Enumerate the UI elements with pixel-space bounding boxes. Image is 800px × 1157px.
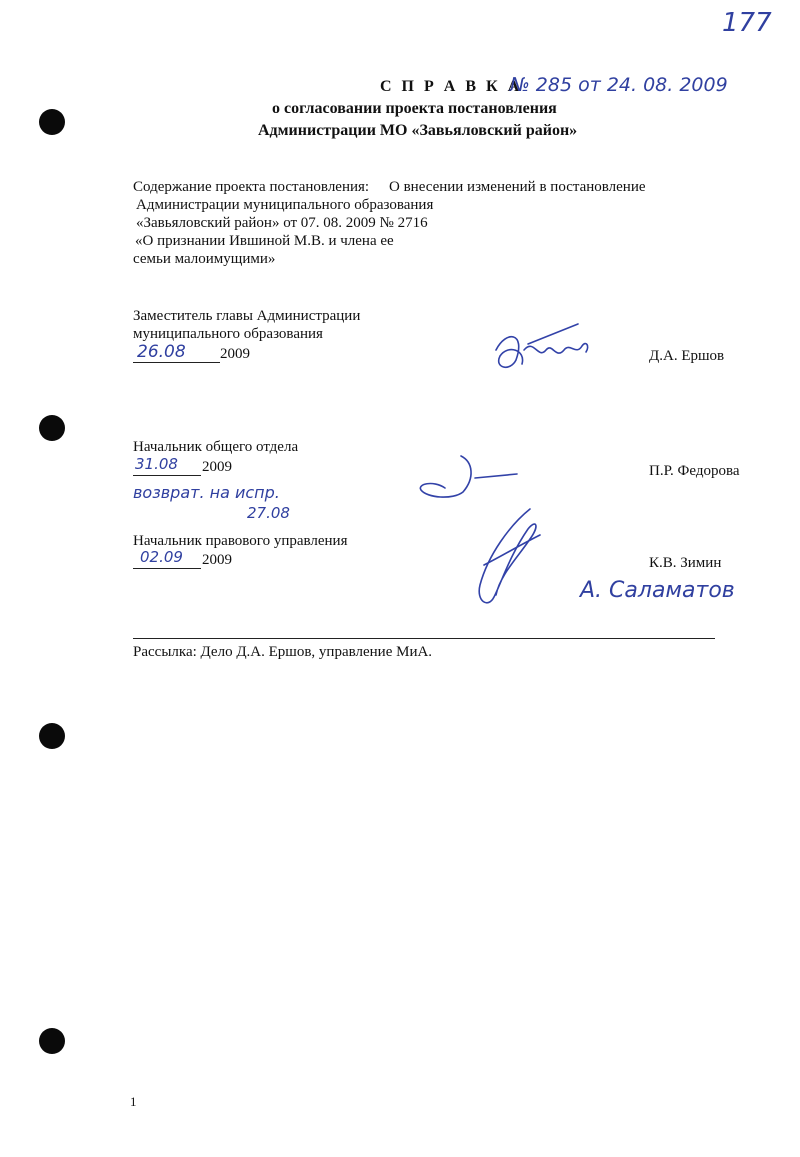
signature-fedorova bbox=[415, 448, 525, 503]
punch-hole bbox=[39, 109, 65, 135]
date-underline bbox=[133, 475, 201, 476]
approver-name: К.В. Зимин bbox=[649, 555, 722, 571]
return-note-handwritten: возврат. на испр. bbox=[133, 483, 280, 502]
content-line2: Администрации муниципального образования bbox=[136, 197, 434, 213]
footer-mark: 1 bbox=[130, 1094, 137, 1109]
registration-number-handwritten: № 285 от 24. 08. 2009 bbox=[510, 74, 728, 96]
date-underline bbox=[133, 362, 220, 363]
content-line1: О внесении изменений в постановление bbox=[389, 179, 646, 195]
punch-hole bbox=[39, 723, 65, 749]
content-line4: «О признании Ившиной М.В. и члена ее bbox=[135, 233, 394, 249]
document-subtitle-line1: о согласовании проекта постановления bbox=[272, 100, 557, 117]
punch-hole bbox=[39, 415, 65, 441]
document-subtitle-line2: Администрации МО «Завьяловский район» bbox=[258, 122, 578, 139]
approval-year: 2009 bbox=[220, 346, 250, 362]
approval-date-handwritten: 26.08 bbox=[137, 342, 186, 362]
return-note-date-handwritten: 27.08 bbox=[247, 504, 290, 522]
document-title: С П Р А В К А bbox=[380, 78, 523, 95]
date-underline bbox=[133, 568, 201, 569]
extra-signature-handwritten: А. Саламатов bbox=[580, 578, 735, 603]
approver-name: Д.А. Ершов bbox=[649, 348, 725, 364]
approval-date-handwritten: 31.08 bbox=[135, 455, 178, 473]
approver-name: П.Р. Федорова bbox=[649, 463, 740, 479]
content-line3: «Завьяловский район» от 07. 08. 2009 № 2716 bbox=[136, 215, 428, 231]
approval-year: 2009 bbox=[202, 552, 232, 568]
approval-date-handwritten: 02.09 bbox=[140, 548, 183, 566]
distribution-separator bbox=[133, 638, 715, 639]
punch-hole bbox=[39, 1028, 65, 1054]
approver-position: Начальник правового управления bbox=[133, 533, 348, 549]
page-number-handwritten: 177 bbox=[722, 8, 772, 38]
approver-position: Начальник общего отдела bbox=[133, 439, 299, 455]
distribution-list: Рассылка: Дело Д.А. Ершов, управление МиА. bbox=[133, 644, 433, 660]
signature-ershov bbox=[486, 320, 596, 380]
approver-position: муниципального образования bbox=[133, 326, 323, 342]
approval-year: 2009 bbox=[202, 459, 232, 475]
content-line5: семьи малоимущими» bbox=[133, 251, 276, 267]
signature-zimin bbox=[470, 505, 550, 615]
content-label: Содержание проекта постановления: bbox=[133, 179, 370, 195]
approver-position: Заместитель главы Администрации bbox=[133, 308, 361, 324]
